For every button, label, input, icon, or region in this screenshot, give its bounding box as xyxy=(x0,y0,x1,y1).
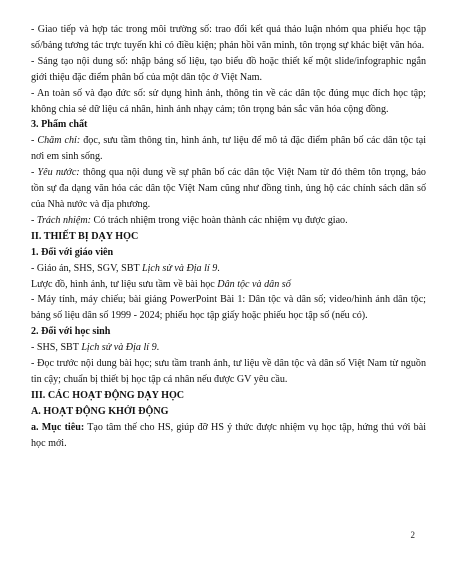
heading-thiet-bi: II. THIẾT BỊ DẠY HỌC xyxy=(31,230,139,242)
page-number: 2 xyxy=(410,530,415,540)
lesson-title: Dân tộc và dân số xyxy=(217,278,291,290)
paragraph-cham-chi xyxy=(31,133,426,165)
paragraph-teacher-devices: - Máy tính, máy chiếu; bài giảng PowerPoint Bài 1: Dân tộc và dân số; video/hình ảnh dân tộc; bảng số liệu dân số 1999 - 2024; phiếu học tập giấy hoặc phiếu học tập số (nếu có). xyxy=(31,294,426,322)
label-muc-tieu: a. Mục tiêu: xyxy=(31,421,85,433)
paragraph-teacher-maps xyxy=(31,277,426,293)
text-trach-nhiem: Có trách nhiệm trong việc hoàn thành các nhiệm vụ được giao. xyxy=(91,214,348,226)
heading-hoat-dong: III. CÁC HOẠT ĐỘNG DẠY HỌC xyxy=(31,389,185,401)
label-trach-nhiem: - Trách nhiệm: xyxy=(31,214,91,226)
heading-hoc-sinh: 2. Đối với học sinh xyxy=(31,326,111,338)
heading-giao-vien: 1. Đối với giáo viên xyxy=(31,246,114,258)
paragraph-digital-safety: - An toàn số và đạo đức số: sử dụng hình ảnh, thông tin về các dân tộc đúng mục đích học tập; không chia sẻ dữ liệu cá nhân, hình ảnh nhạy cảm; tôn trọng bản sắc văn hóa cộng đồng. xyxy=(31,87,426,115)
text-muc-tieu: Tạo tâm thế cho HS, giúp đỡ HS ý thức được nhiệm vụ học tập, hứng thú với bài học mới. xyxy=(31,421,427,449)
book-title: Lịch sử và Địa lí 9 xyxy=(81,342,157,354)
paragraph-yeu-nuoc xyxy=(31,165,426,213)
book-title: Lịch sử và Địa lí 9 xyxy=(141,262,218,274)
text-period: . xyxy=(217,262,220,274)
heading-khoi-dong: A. HOẠT ĐỘNG KHỞI ĐỘNG xyxy=(31,405,169,417)
text-period: . xyxy=(156,342,160,354)
text-teacher-maps: Lược đồ, hình ảnh, tư liệu sưu tầm về bài học xyxy=(31,278,218,290)
text-student-materials: - SHS, SBT xyxy=(31,342,82,354)
paragraph-muc-tieu xyxy=(31,420,426,452)
paragraph-digital-content: - Sáng tạo nội dung số: nhập bảng số liệu, tạo biểu đồ hoặc thiết kế một slide/infographic ngắn giới thiệu đặc điểm phân bố của một dân tộc ở Việt Nam. xyxy=(31,55,426,83)
text-teacher-materials: - Giáo án, SHS, SGV, SBT xyxy=(31,262,142,274)
heading-pham-chat: 3. Phẩm chất xyxy=(31,119,88,131)
label-yeu-nuoc: - Yêu nước: xyxy=(31,167,80,179)
label-cham-chi: - Chăm chỉ: xyxy=(31,135,81,147)
paragraph-digital-communication: - Giao tiếp và hợp tác trong môi trường số: trao đổi kết quả thảo luận nhóm qua phiếu học tập số/bảng tương tác trực tuyến khi có điều kiện; phản hồi văn minh, tôn trọng sự khác biệt văn hóa. xyxy=(31,24,426,51)
paragraph-trach-nhiem xyxy=(31,213,426,229)
text-yeu-nuoc: thông qua nội dung về sự phân bố các dân tộc Việt Nam từ đó thêm tôn trọng, bảo tồn sự đa dạng văn hóa các dân tộc Việt Nam cũng như đồng tình, ủng hộ các chính sách dân số của Nhà nước và địa phương. xyxy=(31,167,426,210)
paragraph-teacher-materials xyxy=(31,261,426,277)
text-cham-chi: đọc, sưu tầm thông tin, hình ảnh, tư liệu để mô tả đặc điểm phân bố các dân tộc tại nơi em sinh sống. xyxy=(31,135,426,163)
paragraph-student-materials xyxy=(31,340,426,356)
document-body xyxy=(31,22,426,451)
paragraph-student-preparation: - Đọc trước nội dung bài học; sưu tầm tranh ảnh, tư liệu về dân tộc và dân số Việt Nam từ nguồn tin cậy; chuẩn bị thiết bị học tập cá nhân nếu được GV yêu cầu. xyxy=(31,358,426,385)
